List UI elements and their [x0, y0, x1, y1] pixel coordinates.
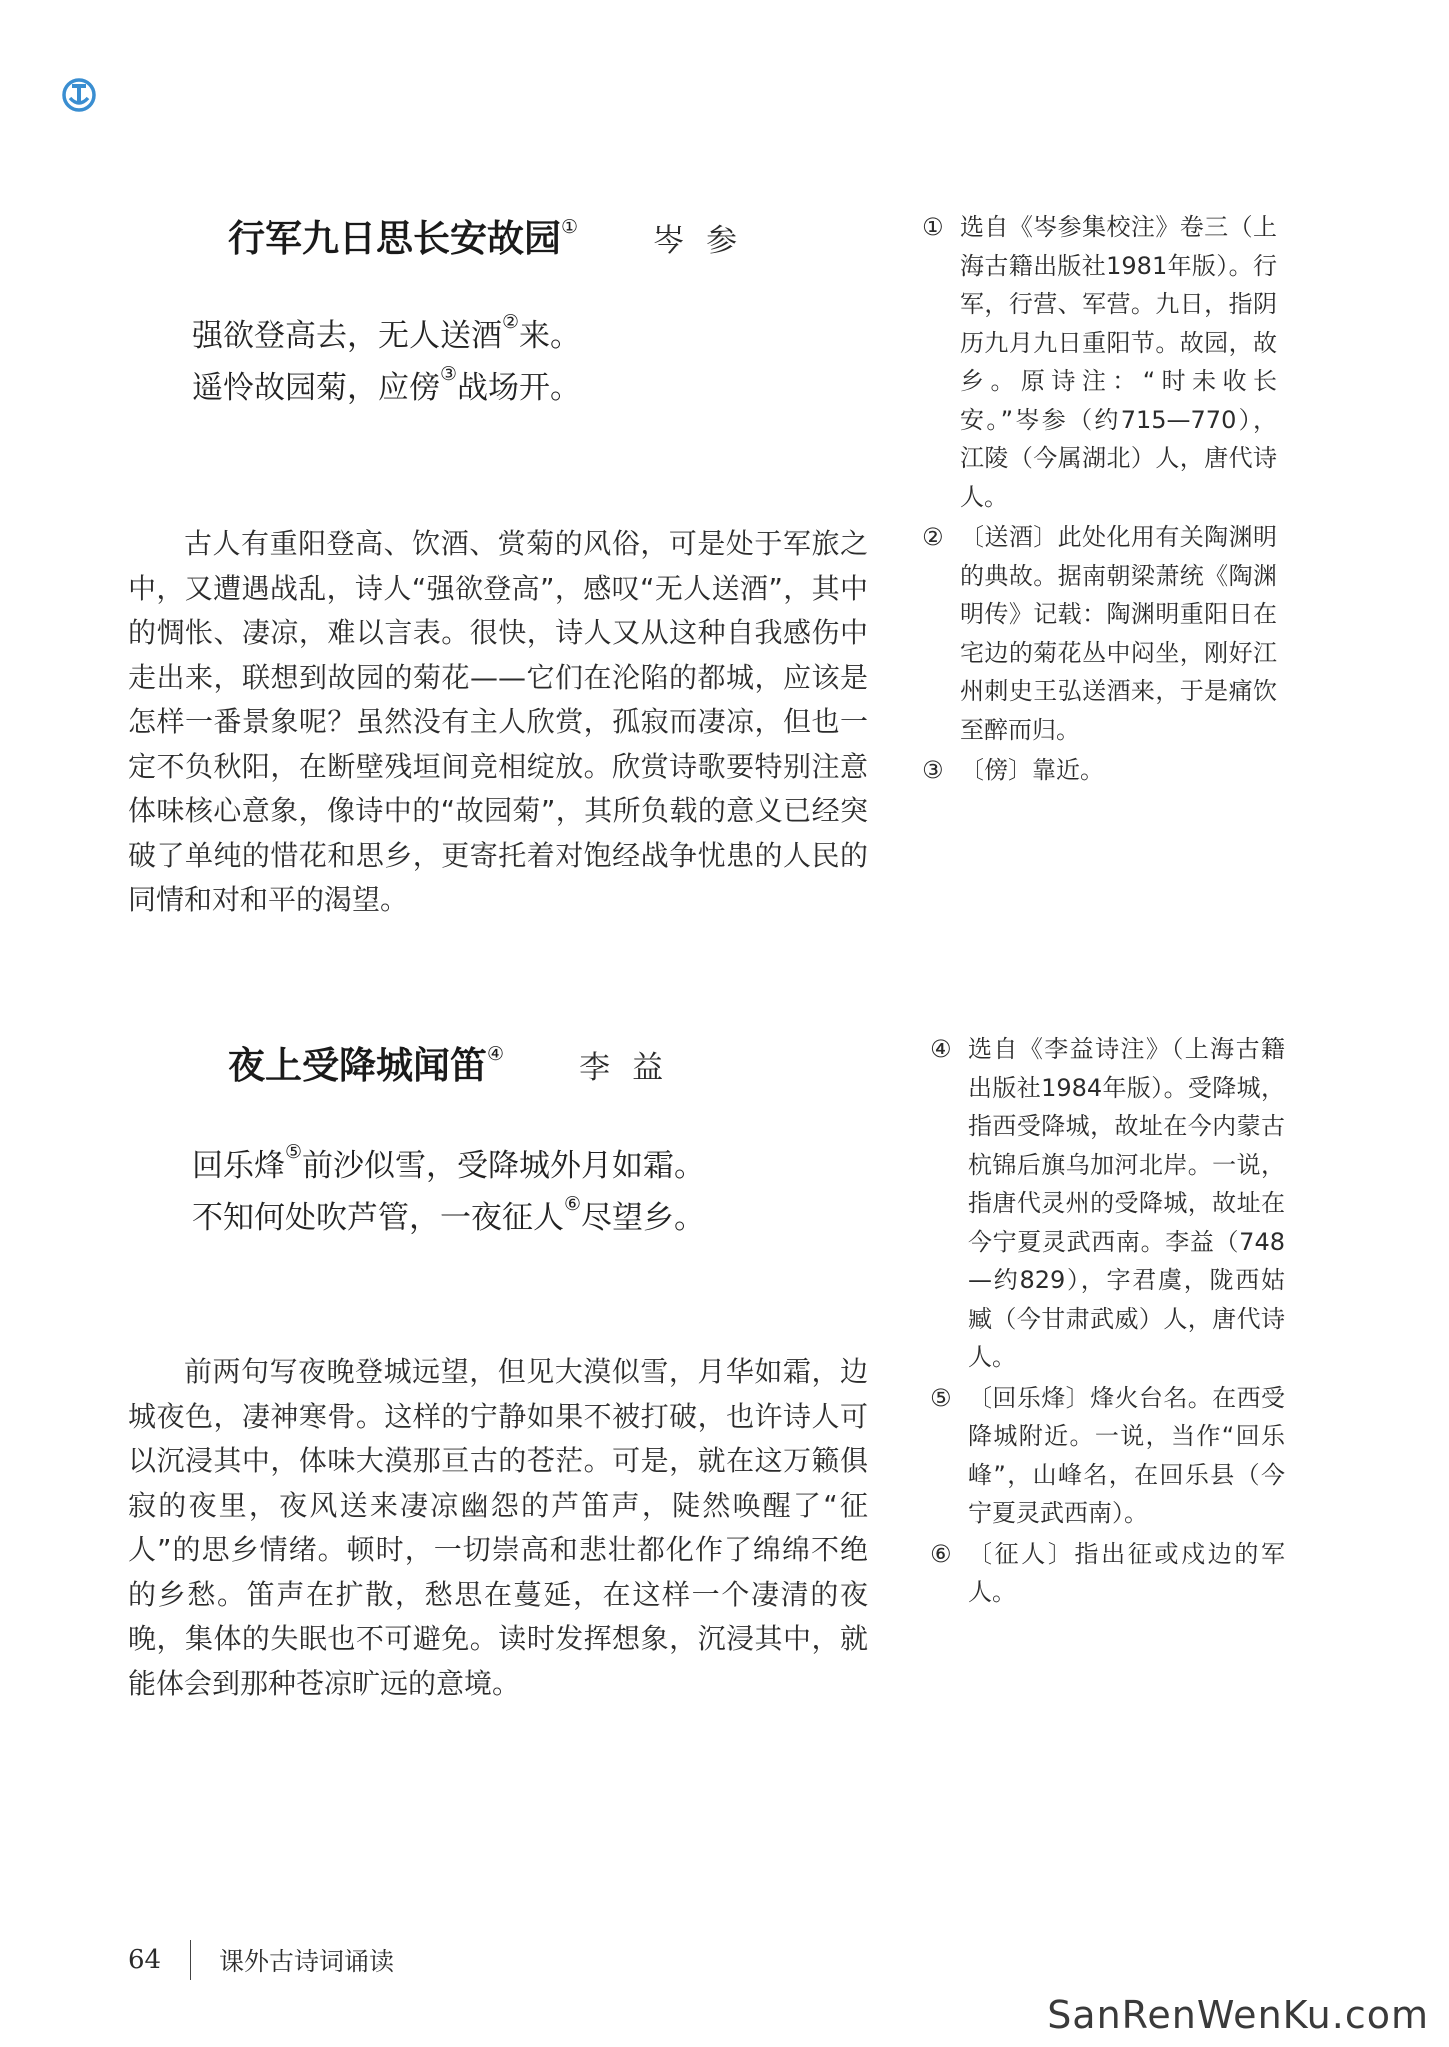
poem2-title-row	[228, 1035, 685, 1089]
poem2-line: 不知何处吹芦管，一夜征人⑥尽望乡。	[192, 1193, 706, 1236]
poem2-title: 夜上受降城闻笛④	[228, 1043, 505, 1087]
poem2-title-note-mark: ④	[487, 1043, 505, 1065]
poem1-title-row	[228, 208, 759, 262]
footnote: ⑤ 〔回乐烽〕烽火台名。在西受降城附近。一说，当作“回乐峰”，山峰名，在回乐县（今宁夏灵武西南）。	[930, 1383, 1285, 1527]
poem1-title: 行军九日思长安故园①	[228, 216, 579, 260]
footnote: ⑥ 〔征人〕指出征或戍边的军人。	[930, 1539, 1285, 1606]
poem2-verse	[192, 1140, 872, 1244]
page-footer	[128, 1938, 394, 1982]
poem1-line: 遥怜故园菊，应傍③战场开。	[192, 363, 582, 406]
footnote: ④ 选自《李益诗注》（上海古籍出版社1984年版）。受降城，指西受降城，故址在今内蒙古杭锦后旗乌加河北岸。一说，指唐代灵州的受降城，故址在今宁夏灵武西南。李益（748—约829），字君虞，陇西姑臧（今甘肃武威）人，唐代诗人。	[930, 1035, 1285, 1371]
poem2-notes	[930, 1030, 1285, 1614]
section-title: 课外古诗词诵读	[219, 1947, 395, 1976]
poem1-verse	[192, 310, 872, 414]
footnote: ① 选自《岑参集校注》卷三（上海古籍出版社1981年版）。行军，行营、军营。九日，指阴历九月九日重阳节。故园，故乡。原诗注：“时未收长安。”岑参（约715—770），江陵（今属湖北）人，唐代诗人。	[922, 213, 1277, 511]
poem2-commentary: 前两句写夜晚登城远望，但见大漠似雪，月华如霜，边城夜色，凄神寒骨。这样的宁静如果不被打破，也许诗人可以沉浸其中，体味大漠那亘古的苍茫。可是，就在这万籁俱寂的夜里，夜风送来凄凉幽怨的芦笛声，陡然唤醒了“征人”的思乡情绪。顿时，一切崇高和悲壮都化作了绵绵不绝的乡愁。笛声在扩散，愁思在蔓延，在这样一个凄清的夜晚，集体的失眠也不可避免。读时发挥想象，沉浸其中，就能体会到那种苍凉旷远的意境。	[128, 1355, 868, 1700]
poem1-line: 强欲登高去，无人送酒②来。	[192, 311, 582, 354]
footnote: ③ 〔傍〕靠近。	[922, 756, 1104, 784]
poem1-title-note-mark: ①	[561, 216, 579, 238]
poem1-notes	[922, 208, 1277, 792]
anchor-logo-icon	[62, 78, 96, 112]
watermark: SanRenWenKu.com	[1047, 1993, 1429, 2037]
footer-divider	[190, 1940, 191, 1980]
poem2-line: 回乐烽⑤前沙似雪，受降城外月如霜。	[192, 1141, 706, 1184]
poem2-author: 李益	[579, 1050, 686, 1086]
page-number: 64	[128, 1945, 162, 1975]
footnote: ② 〔送酒〕此处化用有关陶渊明的典故。据南朝梁萧统《陶渊明传》记载：陶渊明重阳日在宅边的菊花丛中闷坐，刚好江州刺史王弘送酒来，于是痛饮至醉而归。	[922, 523, 1277, 744]
poem1-commentary: 古人有重阳登高、饮酒、赏菊的风俗，可是处于军旅之中，又遭遇战乱，诗人“强欲登高”，感叹“无人送酒”，其中的惆怅、凄凉，难以言表。很快，诗人又从这种自我感伤中走出来，联想到故园的菊花——它们在沦陷的都城，应该是怎样一番景象呢？虽然没有主人欣赏，孤寂而凄凉，但也一定不负秋阳，在断壁残垣间竞相绽放。欣赏诗歌要特别注意体味核心意象，像诗中的“故园菊”，其所负载的意义已经突破了单纯的惜花和思乡，更寄托着对饱经战争忧患的人民的同情和对和平的渴望。	[128, 527, 868, 916]
poem1-author: 岑参	[653, 223, 760, 259]
